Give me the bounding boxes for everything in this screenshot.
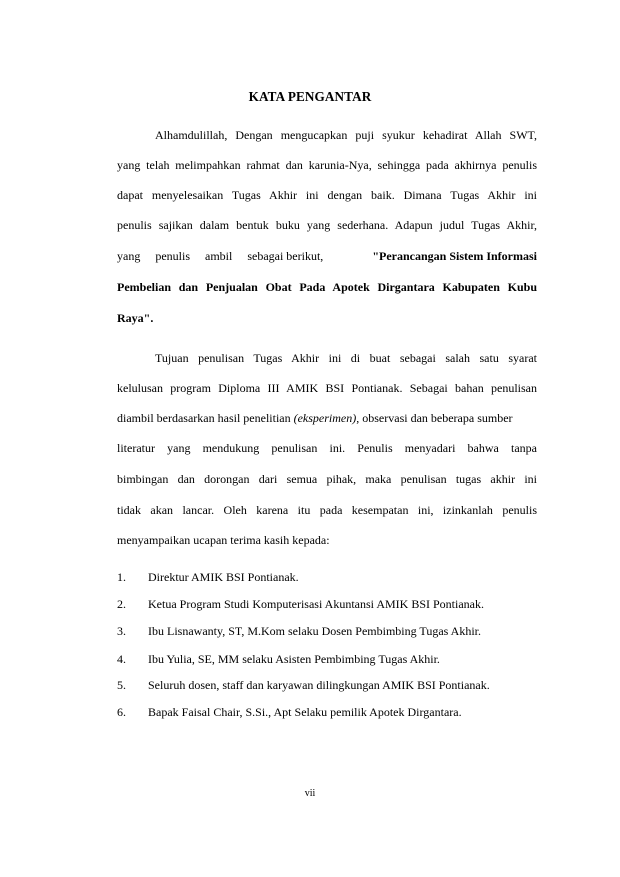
paragraph-1-line-1: Alhamdulillah, Dengan mengucapkan puji syukur kehadirat Allah SWT,	[155, 128, 537, 142]
paragraph-1-line-4: penulis sajikan dalam bentuk buku yang sederhana. Adapun judul Tugas Akhir,	[117, 218, 537, 232]
list-item-text: Ketua Program Studi Komputerisasi Akuntansi AMIK BSI Pontianak.	[148, 597, 484, 611]
list-item-number: 6.	[117, 705, 126, 719]
list-item-text: Ibu Lisnawanty, ST, M.Kom selaku Dosen Pembimbing Tugas Akhir.	[148, 624, 481, 638]
list-item-number: 1.	[117, 570, 126, 584]
paragraph-2-line-3-italic: (eksperimen)	[293, 411, 357, 425]
paragraph-1-line-5-text: yang penulis ambil sebagai berikut,	[117, 249, 324, 263]
paragraph-2-line-7: menyampaikan ucapan terima kasih kepada:	[117, 533, 330, 547]
paragraph-2-line-2: kelulusan program Diploma III AMIK BSI Pontianak. Sebagai bahan penulisan	[117, 381, 537, 395]
page-title: KATA PENGANTAR	[248, 89, 372, 104]
thesis-title-part-2: Pembelian dan Penjualan Obat Pada Apotek Dirgantara Kabupaten Kubu	[117, 280, 537, 294]
list-item-text: Ibu Yulia, SE, MM selaku Asisten Pembimbing Tugas Akhir.	[148, 652, 440, 666]
list-item-text: Seluruh dosen, staff dan karyawan dilingkungan AMIK BSI Pontianak.	[148, 678, 490, 692]
thesis-title-part-1: "Perancangan Sistem Informasi	[372, 249, 537, 263]
list-item-number: 2.	[117, 597, 126, 611]
list-item-number: 4.	[117, 652, 126, 666]
paragraph-1-line-2: yang telah melimpahkan rahmat dan karunia-Nya, sehingga pada akhirnya penulis	[117, 158, 537, 172]
paragraph-2-line-4: literatur yang mendukung penulisan ini. Penulis menyadari bahwa tanpa	[117, 441, 537, 455]
list-item-text: Bapak Faisal Chair, S.Si., Apt Selaku pemilik Apotek Dirgantara.	[148, 705, 462, 719]
page-number: vii	[304, 788, 316, 799]
list-item-number: 5.	[117, 678, 126, 692]
list-item-text: Direktur AMIK BSI Pontianak.	[148, 570, 299, 584]
paragraph-2-line-3-a: diambil berdasarkan hasil penelitian	[117, 411, 294, 425]
paragraph-2-line-5: bimbingan dan dorongan dari semua pihak, maka penulisan tugas akhir ini	[117, 472, 537, 486]
paragraph-2-line-3	[117, 410, 537, 426]
paragraph-2-line-1: Tujuan penulisan Tugas Akhir ini di buat sebagai salah satu syarat	[155, 351, 537, 365]
paragraph-2-line-3-b: , observasi dan beberapa sumber	[356, 411, 513, 425]
paragraph-1-line-3: dapat menyelesaikan Tugas Akhir ini dengan baik. Dimana Tugas Akhir ini	[117, 188, 537, 202]
list-item-number: 3.	[117, 624, 126, 638]
paragraph-1-line-5	[117, 248, 537, 264]
thesis-title-part-3: Raya".	[117, 311, 154, 325]
paragraph-2-line-6: tidak akan lancar. Oleh karena itu pada kesempatan ini, izinkanlah penulis	[117, 503, 537, 517]
